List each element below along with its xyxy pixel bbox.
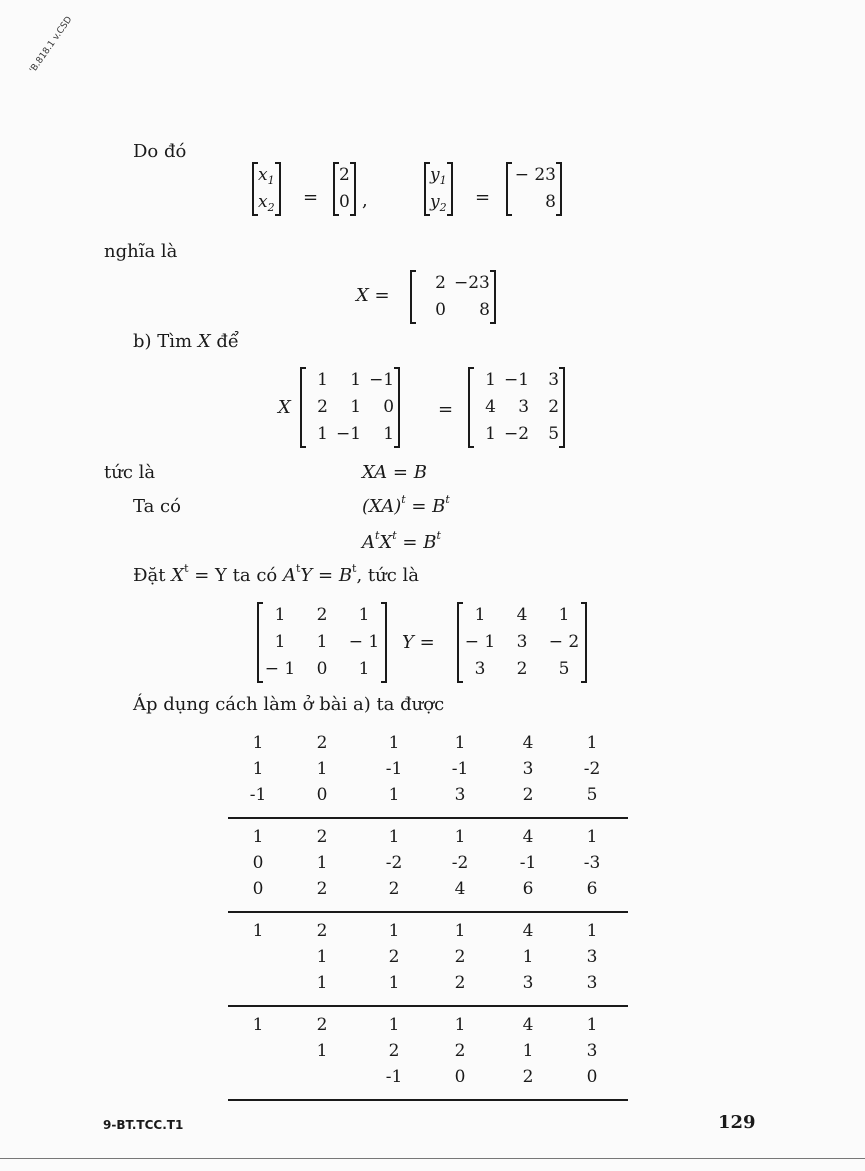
reduction-cell: 2 xyxy=(522,1067,534,1087)
reduction-cell: 3 xyxy=(586,973,598,993)
matrix-y-values xyxy=(506,162,562,216)
reduction-cell: 1 xyxy=(522,947,534,967)
matrix-a xyxy=(300,367,400,448)
reduction-row xyxy=(228,827,628,853)
reduction-row xyxy=(228,785,628,811)
reduction-row xyxy=(228,1015,628,1041)
footer-code: 9-BT.TCC.T1 xyxy=(103,1118,184,1132)
matrix-cell: 1 xyxy=(316,632,328,652)
text-apply: Áp dụng cách làm ở bài a) ta được xyxy=(133,694,445,715)
block-divider xyxy=(228,911,628,913)
reduction-cell: -2 xyxy=(385,853,403,873)
reduction-cell: 2 xyxy=(316,733,328,753)
comma: , xyxy=(362,190,368,211)
reduction-cell: 2 xyxy=(316,1015,328,1035)
reduction-cell: -1 xyxy=(385,759,403,779)
reduction-row xyxy=(228,879,628,905)
matrix-x xyxy=(410,270,496,324)
block-divider xyxy=(228,817,628,819)
matrix-cell: 2 xyxy=(317,397,328,417)
reduction-cell: 1 xyxy=(586,733,598,753)
reduction-row xyxy=(228,973,628,999)
matrix-cell: − 1 xyxy=(464,632,496,652)
matrix-cell: 0 xyxy=(383,397,395,417)
reduction-cell: 2 xyxy=(388,1041,400,1061)
matrix-cell: −23 xyxy=(454,273,490,293)
matrix-x-vector xyxy=(252,162,281,216)
dat-tail: , tức là xyxy=(356,565,420,586)
reduction-cell: -1 xyxy=(519,853,537,873)
reduction-row xyxy=(228,1041,628,1067)
text-tuc-la: tức là xyxy=(104,462,156,483)
matrix-cell: 1 xyxy=(274,632,286,652)
reduction-cell: 4 xyxy=(522,827,534,847)
dat-x: X xyxy=(171,565,185,586)
reduction-cell: 4 xyxy=(522,1015,534,1035)
matrix-cell: 3 xyxy=(516,632,528,652)
matrix-cell: − 2 xyxy=(548,632,580,652)
matrix-cell: 0 xyxy=(339,192,350,212)
dat-label: Đặt xyxy=(133,565,166,586)
reduction-cell: 1 xyxy=(252,921,264,941)
reduction-row xyxy=(228,921,628,947)
eq-xa-b: XA = B xyxy=(362,462,427,483)
matrix-cell: 5 xyxy=(558,659,570,679)
reduction-cell: 1 xyxy=(316,1041,328,1061)
reduction-cell: 3 xyxy=(454,785,466,805)
reduction-cell: 1 xyxy=(454,827,466,847)
reduction-cell: 2 xyxy=(454,973,466,993)
matrix-cell: −2 xyxy=(504,424,530,444)
reduction-cell: 3 xyxy=(522,973,534,993)
reduction-row xyxy=(228,947,628,973)
matrix-cell: 0 xyxy=(435,300,446,320)
sup-t: t xyxy=(436,529,441,542)
reduction-cell: 1 xyxy=(252,1015,264,1035)
equals-sign: = xyxy=(475,187,491,208)
matrix-cell: 1 xyxy=(350,397,362,417)
matrix-cell: 1 xyxy=(317,424,328,444)
eq-transpose-1 xyxy=(362,493,450,517)
matrix-cell: 1 xyxy=(317,370,328,390)
reduction-cell: 1 xyxy=(316,759,328,779)
reduction-cell: 1 xyxy=(388,733,400,753)
reduction-row xyxy=(228,733,628,759)
reduction-cell: 0 xyxy=(586,1067,598,1087)
matrix-at xyxy=(257,602,387,683)
reduction-cell: 0 xyxy=(252,853,264,873)
reduction-cell: 2 xyxy=(388,947,400,967)
matrix-cell: 1 xyxy=(485,424,496,444)
reduction-row xyxy=(228,1067,628,1093)
part-b-tail: để xyxy=(216,331,240,352)
reduction-cell: 4 xyxy=(522,733,534,753)
reduction-cell: 1 xyxy=(316,947,328,967)
sup-t: t xyxy=(392,529,397,542)
reduction-row xyxy=(228,759,628,785)
reduction-cell: 1 xyxy=(586,1015,598,1035)
matrix-cell: 2 xyxy=(516,659,528,679)
matrix-cell: −1 xyxy=(369,370,395,390)
reduction-cell: 1 xyxy=(252,827,264,847)
x-factor: X xyxy=(278,397,291,418)
reduction-cell: 1 xyxy=(388,785,400,805)
matrix-cell: 1 xyxy=(383,424,395,444)
text-ta-co: Ta có xyxy=(133,496,181,517)
sup-t: t xyxy=(295,562,301,575)
y-equals: Y = xyxy=(402,632,435,653)
reduction-cell: 1 xyxy=(388,827,400,847)
row-reduction-table xyxy=(228,733,628,1109)
matrix-bt xyxy=(457,602,587,683)
reduction-cell: 1 xyxy=(454,921,466,941)
matrix-cell: 2 xyxy=(435,273,446,293)
matrix-cell: 8 xyxy=(545,192,556,212)
sup-t: t xyxy=(401,493,406,506)
reduction-cell: 1 xyxy=(586,827,598,847)
block-divider xyxy=(228,1005,628,1007)
reduction-cell: -2 xyxy=(451,853,469,873)
eq-lhs: (XA) xyxy=(362,496,402,517)
reduction-cell: 2 xyxy=(316,879,328,899)
matrix-cell: 3 xyxy=(548,370,560,390)
reduction-cell: -1 xyxy=(249,785,267,805)
equals-sign: = xyxy=(303,187,319,208)
reduction-cell: 3 xyxy=(586,947,598,967)
reduction-cell: 2 xyxy=(316,827,328,847)
matrix-cell: 1 xyxy=(274,605,286,625)
reduction-cell: 5 xyxy=(586,785,598,805)
matrix-cell: −1 xyxy=(336,424,362,444)
scan-edge-line xyxy=(0,1158,865,1159)
reduction-cell: 1 xyxy=(388,921,400,941)
matrix-cell: 4 xyxy=(516,605,528,625)
reduction-cell: 0 xyxy=(252,879,264,899)
matrix-cell: 0 xyxy=(316,659,328,679)
matrix-cell: 1 xyxy=(558,605,570,625)
cell: $y_2$ xyxy=(430,192,447,214)
reduction-cell: 1 xyxy=(252,759,264,779)
matrix-cell: 3 xyxy=(518,397,530,417)
part-b-label: b) Tìm xyxy=(133,331,193,352)
reduction-cell: -3 xyxy=(583,853,601,873)
reduction-cell: -1 xyxy=(385,1067,403,1087)
eq-a: A xyxy=(362,532,375,553)
block-divider xyxy=(228,1099,628,1101)
part-b-var: X xyxy=(197,331,211,352)
x-equals: X = xyxy=(356,285,390,306)
matrix-cell: 1 xyxy=(350,370,362,390)
dat-b: B xyxy=(338,565,353,586)
matrix-cell: 2 xyxy=(316,605,328,625)
reduction-cell: 0 xyxy=(454,1067,466,1087)
matrix-cell: 5 xyxy=(548,424,560,444)
cell: $y_1$ xyxy=(430,165,447,187)
matrix-cell: − 23 xyxy=(514,165,556,185)
sup-t: t xyxy=(184,562,189,575)
cell: $x_2$ xyxy=(258,192,275,214)
matrix-cell: 3 xyxy=(474,659,486,679)
eq-rhs: = B xyxy=(411,496,446,517)
reduction-cell: 0 xyxy=(316,785,328,805)
reduction-cell: 1 xyxy=(454,1015,466,1035)
reduction-cell: 1 xyxy=(454,733,466,753)
reduction-cell: 4 xyxy=(454,879,466,899)
matrix-cell: 2 xyxy=(339,165,350,185)
matrix-cell: 1 xyxy=(485,370,496,390)
matrix-cell: 1 xyxy=(358,605,370,625)
dat-y: Y = xyxy=(300,565,334,586)
reduction-cell: 6 xyxy=(586,879,598,899)
reduction-cell: 3 xyxy=(522,759,534,779)
reduction-cell: 1 xyxy=(388,1015,400,1035)
reduction-cell: 3 xyxy=(586,1041,598,1061)
text-do-do: Do đó xyxy=(133,141,187,162)
equals-sign: = xyxy=(438,399,454,420)
text-dat xyxy=(133,562,420,586)
reduction-cell: -2 xyxy=(583,759,601,779)
matrix-cell: − 1 xyxy=(348,632,380,652)
matrix-cell: 4 xyxy=(485,397,496,417)
reduction-cell: 2 xyxy=(522,785,534,805)
matrix-y-vector xyxy=(424,162,453,216)
reduction-cell: 1 xyxy=(522,1041,534,1061)
eq-x: X xyxy=(379,532,393,553)
reduction-cell: 4 xyxy=(522,921,534,941)
reduction-cell: 2 xyxy=(388,879,400,899)
sup-t: t xyxy=(352,562,357,575)
reduction-cell: 2 xyxy=(316,921,328,941)
reduction-row xyxy=(228,853,628,879)
sup-t: t xyxy=(445,493,450,506)
matrix-cell: 1 xyxy=(474,605,486,625)
page-number: 129 xyxy=(718,1112,756,1133)
matrix-cell: −1 xyxy=(504,370,530,390)
matrix-cell: 8 xyxy=(479,300,490,320)
reduction-cell: 2 xyxy=(454,947,466,967)
matrix-cell: 2 xyxy=(548,397,560,417)
part-b-heading xyxy=(133,331,239,352)
sup-t: t xyxy=(375,529,380,542)
reduction-cell: 2 xyxy=(454,1041,466,1061)
reduction-cell: 1 xyxy=(252,733,264,753)
matrix-b xyxy=(468,367,565,448)
reduction-cell: 1 xyxy=(388,973,400,993)
library-stamp: 'B.818.1 v.CSD xyxy=(28,14,75,76)
cell: $x_1$ xyxy=(258,165,275,187)
dat-eq: = Y ta có xyxy=(194,565,278,586)
reduction-cell: 1 xyxy=(316,853,328,873)
reduction-cell: 1 xyxy=(586,921,598,941)
matrix-cell: 1 xyxy=(358,659,370,679)
reduction-cell: -1 xyxy=(451,759,469,779)
reduction-cell: 1 xyxy=(316,973,328,993)
eq-rhs: = B xyxy=(402,532,437,553)
eq-transpose-2 xyxy=(362,529,441,553)
matrix-cell: − 1 xyxy=(264,659,296,679)
reduction-cell: 6 xyxy=(522,879,534,899)
text-nghia-la: nghĩa là xyxy=(104,241,178,262)
dat-a: A xyxy=(282,565,296,586)
matrix-x-values xyxy=(333,162,356,216)
